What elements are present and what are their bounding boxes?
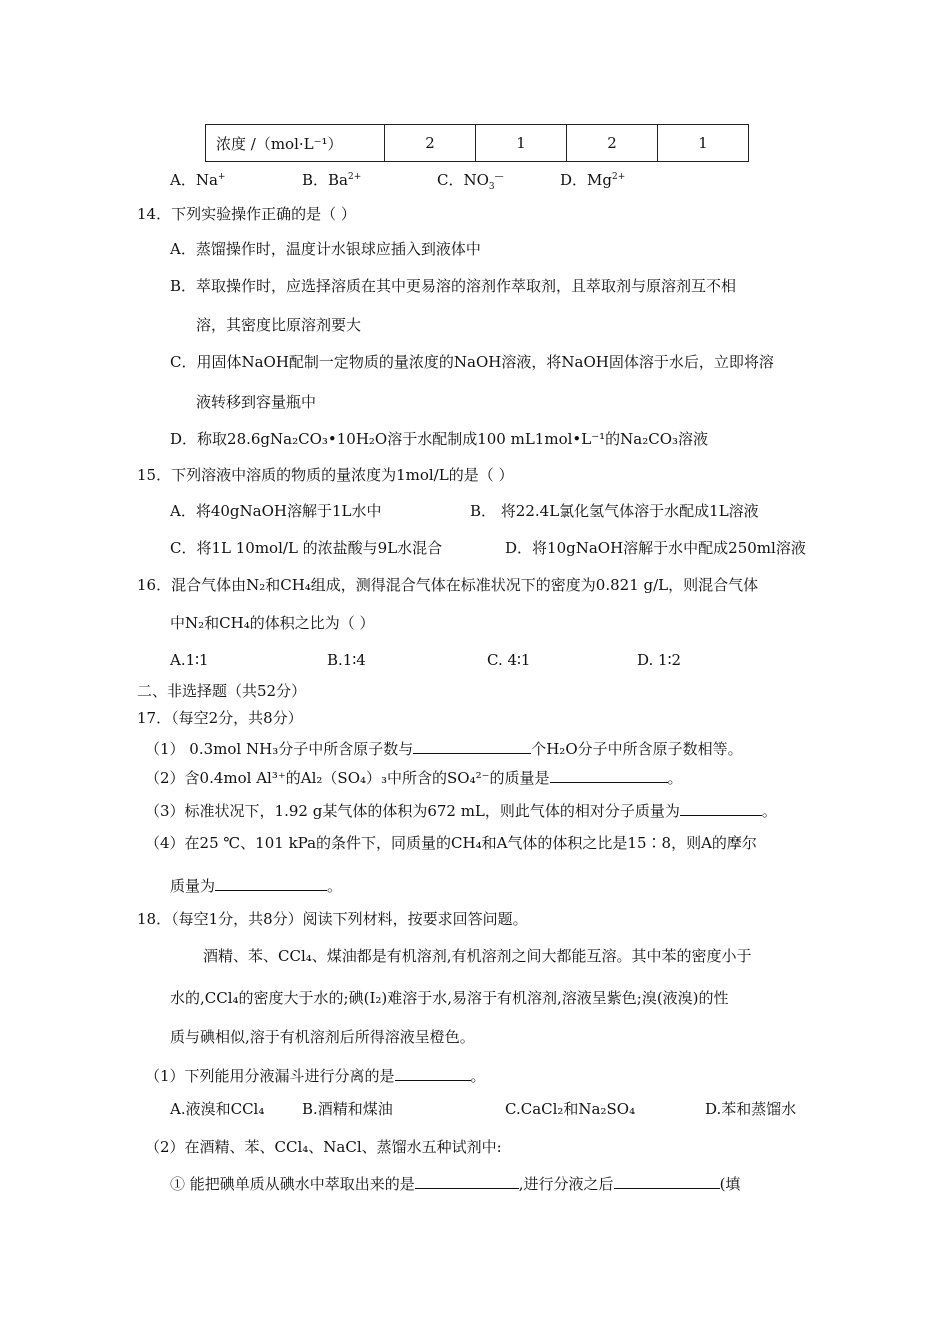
- q15-option-b: B． 将22.4L氯化氢气体溶于水配成1L溶液: [470, 502, 759, 520]
- table-cell: 2: [567, 125, 658, 162]
- q18-option-b: B.酒精和煤油: [302, 1100, 393, 1118]
- q16-stem-line1: 16．混合气体由N₂和CH₄组成，测得混合气体在标准状况下的密度为0.821 g/L，则混合气体: [137, 576, 759, 594]
- answer-blank[interactable]: [614, 1172, 720, 1189]
- q17-part4-line1: （4）在25 ℃、101 kPa的条件下，同质量的CH₄和A气体的体积之比是15∶8，则A的摩尔: [145, 834, 757, 852]
- answer-blank[interactable]: [395, 1064, 471, 1081]
- table-cell: 1: [658, 125, 749, 162]
- q15-option-c: C．将1L 10mol/L 的浓盐酸与9L水混合: [170, 539, 443, 557]
- q16-option-c: C. 4∶1: [487, 651, 531, 669]
- q18-stem: 18．（每空1分，共8分）阅读下列材料，按要求回答问题。: [137, 910, 528, 928]
- table-cell: 2: [385, 125, 476, 162]
- q13-option-b: B．$Ba^{2+}$: [302, 171, 362, 189]
- answer-blank[interactable]: [680, 799, 762, 816]
- q16-option-b: B.1∶4: [327, 651, 366, 669]
- concentration-table: [205, 124, 749, 162]
- q13-option-d: D．$Mg^{2+}$: [560, 171, 626, 189]
- q17-stem: 17．（每空2分，共8分）: [137, 709, 303, 727]
- table-label: 浓度 /（mol·L⁻¹）: [206, 125, 385, 162]
- q14-stem: 14．下列实验操作正确的是（ ）: [137, 205, 356, 223]
- q18-part1: （1）下列能用分液漏斗进行分离的是 。: [145, 1064, 486, 1086]
- q17-part4-line2: 质量为 。: [170, 874, 342, 896]
- q13-option-c: C．$NO_3^—$: [437, 171, 504, 192]
- q15-stem: 15．下列溶液中溶质的物质的量浓度为1mol/L的是（ ）: [137, 466, 514, 484]
- q14-option-b-line1: B．萃取操作时，应选择溶质在其中更易溶的溶剂作萃取剂，且萃取剂与原溶剂互不相: [170, 277, 737, 295]
- q16-option-a: A.1∶1: [170, 651, 209, 669]
- answer-blank[interactable]: [215, 874, 327, 891]
- q14-option-a: A．蒸馏操作时，温度计水银球应插入到液体中: [170, 240, 481, 258]
- answer-blank[interactable]: [413, 737, 531, 754]
- q18-part2-item1: ① 能把碘单质从碘水中萃取出来的是 ,进行分液之后 (填: [170, 1172, 740, 1194]
- q18-option-a: A.液溴和CCl₄: [170, 1100, 265, 1118]
- answer-blank[interactable]: [550, 766, 668, 783]
- q14-option-d: D．称取28.6gNa₂CO₃•10H₂O溶于水配制成100 mL1mol•L⁻¹的Na₂CO₃溶液: [170, 430, 709, 448]
- q14-option-c-line1: C．用固体NaOH配制一定物质的量浓度的NaOH溶液，将NaOH固体溶于水后，立即将溶: [170, 353, 774, 371]
- answer-blank[interactable]: [415, 1172, 519, 1189]
- q15-option-d: D．将10gNaOH溶解于水中配成250ml溶液: [505, 539, 806, 557]
- q16-option-d: D. 1∶2: [637, 651, 682, 669]
- q18-material-line2: 水的,CCl₄的密度大于水的;碘(I₂)难溶于水,易溶于有机溶剂,溶液呈紫色;溴(液溴)的性: [170, 989, 729, 1007]
- q17-part3: （3）标准状况下，1.92 g某气体的体积为672 mL，则此气体的相对分子质量为 。: [145, 799, 777, 821]
- q18-option-c: C.CaCl₂和Na₂SO₄: [505, 1100, 636, 1118]
- q16-stem-line2: 中N₂和CH₄的体积之比为（ ）: [170, 614, 375, 632]
- q18-option-d: D.苯和蒸馏水: [705, 1100, 797, 1118]
- section-heading: 二、非选择题（共52分）: [137, 682, 307, 700]
- q17-part1: （1） 0.3mol NH₃分子中所含原子数与 个H₂O分子中所含原子数相等。: [145, 737, 743, 759]
- q18-material-line3: 质与碘相似,溶于有机溶剂后所得溶液呈橙色。: [170, 1028, 475, 1046]
- table-cell: 1: [476, 125, 567, 162]
- q14-option-b-line2: 溶，其密度比原溶剂要大: [196, 316, 362, 334]
- q17-part2: （2）含0.4mol Al³⁺的Al₂（SO₄）₃中所含的SO₄²⁻的质量是 。: [145, 766, 683, 788]
- q18-material-line1: 酒精、苯、CCl₄、煤油都是有机溶剂,有机溶剂之间大都能互溶。其中苯的密度小于: [203, 947, 752, 965]
- q18-part2: （2）在酒精、苯、CCl₄、NaCl、蒸馏水五种试剂中:: [145, 1138, 502, 1156]
- q14-option-c-line2: 液转移到容量瓶中: [196, 393, 317, 411]
- q13-option-a: A．Na+: [170, 171, 226, 189]
- q15-option-a: A．将40gNaOH溶解于1L水中: [170, 502, 382, 520]
